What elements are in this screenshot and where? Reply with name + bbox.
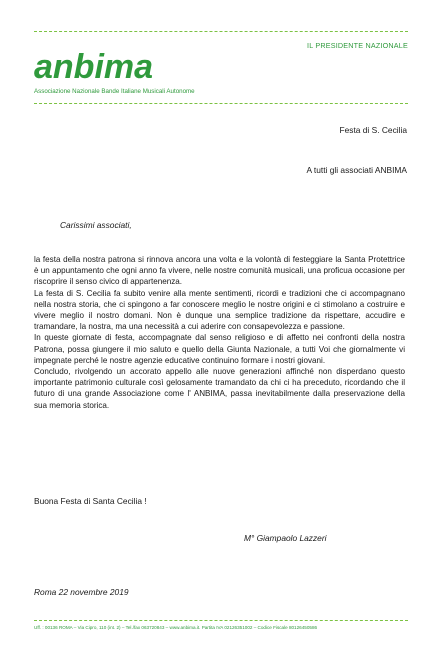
letter-recipient: A tutti gli associati ANBIMA — [306, 165, 407, 175]
president-label: IL PRESIDENTE NAZIONALE — [307, 41, 408, 50]
organization-subtitle: Associazione Nazionale Bande Italiane Musicali Autonome — [34, 88, 195, 95]
letter-signature: M° Giampaolo Lazzeri — [244, 533, 327, 543]
body-paragraph: Concludo, rivolgendo un accorato appello alle nuove generazioni affinché non disperdano questo importante patrimonio culturale così gelosamente tramandato da chi ci ha preceduto, ricordando che il futuro di una grande Associazione come l' ANBIMA, passa inevitabilmente dalla preservazione della sua memoria storica. — [34, 367, 405, 410]
letter-body — [34, 254, 405, 411]
top-divider — [34, 31, 408, 32]
footer-address: Uff. : 00136 ROMA – Via Cipro, 110 (int. 2) – Tel./fax 063720843 – — [34, 625, 170, 630]
footer-website-link[interactable]: www.anbima.it — [169, 625, 200, 630]
letter-closing: Buona Festa di Santa Cecilia ! — [34, 496, 147, 506]
letter-date: Roma 22 novembre 2019 — [34, 587, 129, 597]
footer-contact — [34, 625, 408, 630]
letter-greeting: Carissimi associati, — [60, 220, 132, 230]
letter-occasion: Festa di S. Cecilia — [339, 125, 407, 135]
body-paragraph: In queste giornate di festa, accompagnate dal senso religioso e di affetto nei confronti della nostra Patrona, possa giungere il mio saluto e quello della Giunta Nazionale, a tutti Voi che giornalmente vi impegnate perché le nostre agenzie educative continuino formare i nostri giovani. — [34, 333, 405, 365]
footer-tax-info: . Partita IVA 02126351002 – Codice Fiscale 80126450586 — [199, 625, 318, 630]
anbima-logo — [34, 50, 174, 84]
body-paragraph: La festa di S. Cecilia fa subito venire alla mente sentimenti, ricordi e tradizioni che ci accompagnano nella nostra storia, che ci spingono a far conoscere meglio le nostre origini e ci stimolano a costruire e vivere meglio il nostro domani. Non è dunque una semplice tradizione da rispettare, accudire e tramandare, la nostra, ma una necessità a cui aderire con consapevolezza e passione. — [34, 288, 405, 332]
logo-text: anbima — [34, 50, 154, 84]
footer-divider — [34, 620, 408, 621]
body-paragraph: la festa della nostra patrona si rinnova ancora una volta e la volontà di festeggiare la Santa Protettrice è un appuntamento che ogni anno fa vivere, nelle nostre comunità musicali, una proficua occasione per riscoprire il senso civico di appartenenza. — [34, 255, 405, 287]
header-divider — [34, 103, 408, 104]
